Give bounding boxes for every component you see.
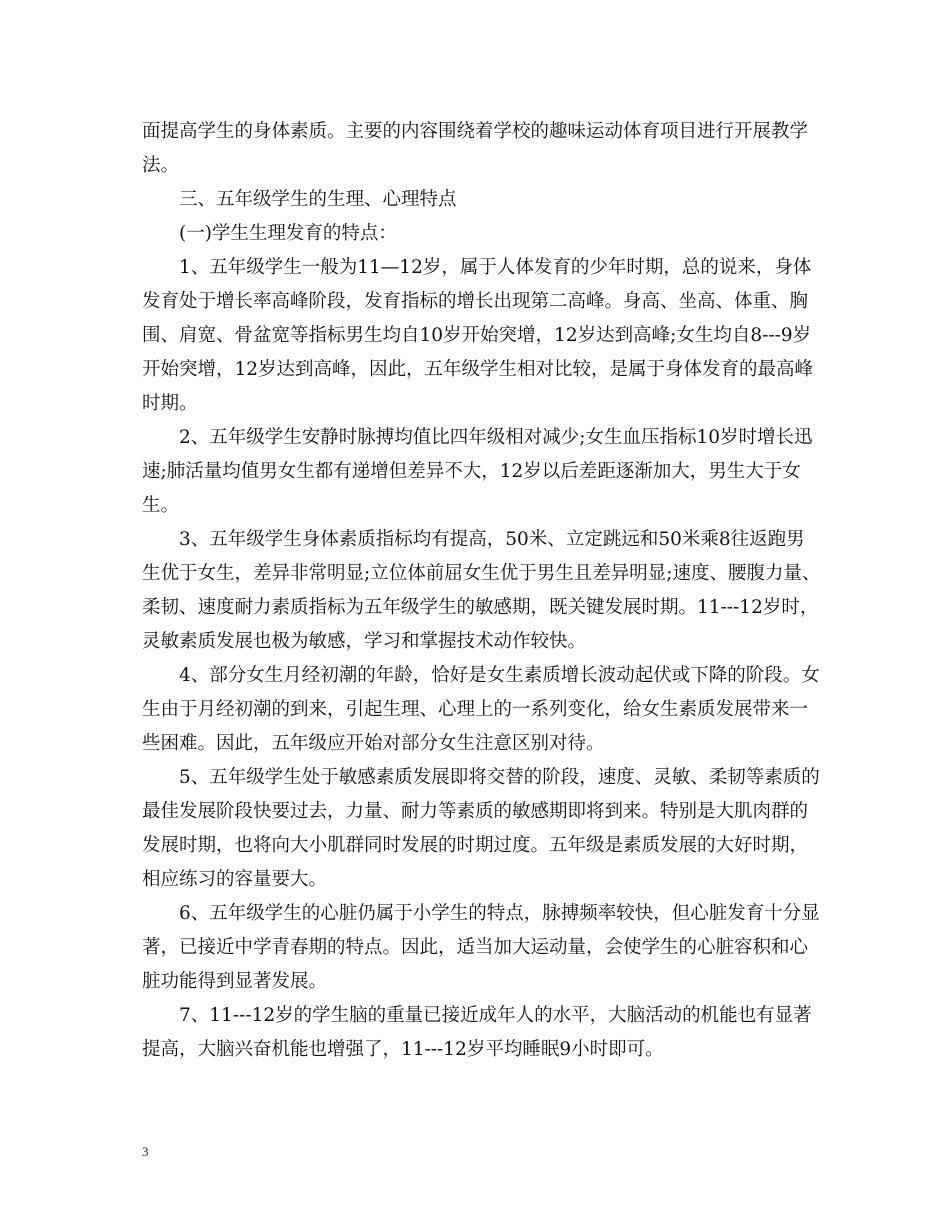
- paragraph-item-1: 1、五年级学生一般为11—12岁，属于人体发育的少年时期，总的说来，身体发育处于增长率高峰阶段，发育指标的增长出现第二高峰。身高、坐高、体重、胸围、肩宽、骨盆宽等指标男生均自10岁开始突增，12岁达到高峰;女生均自8---9岁开始突增，12岁达到高峰，因此，五年级学生相对比较，是属于身体发育的最高峰时期。: [142, 257, 814, 414]
- paragraph-item-2: 2、五年级学生安静时脉搏均值比四年级相对减少;女生血压指标10岁时增长迅速;肺活量均值男女生都有递增但差异不大，12岁以后差距逐渐加大，男生大于女生。: [142, 427, 813, 516]
- document-body: [142, 115, 822, 1067]
- subsection-heading: (一)学生生理发育的特点：: [179, 223, 397, 244]
- paragraph-item-4: 4、部分女生月经初潮的年龄，恰好是女生素质增长波动起伏或下降的阶段。女生由于月经初潮的到来，引起生理、心理上的一系列变化，给女生素质发展带来一些困难。因此，五年级应开始对部分女生注意区别对待。: [142, 665, 820, 754]
- paragraph-continuation: 面提高学生的身体素质。主要的内容围绕着学校的趣味运动体育项目进行开展教学法。: [142, 121, 809, 176]
- page-number: 3: [142, 1144, 149, 1159]
- section-heading: 三、五年级学生的生理、心理特点: [179, 189, 457, 210]
- paragraph-item-7: 7、11---12岁的学生脑的重量已接近成年人的水平，大脑活动的机能也有显著提高，大脑兴奋机能也增强了，11---12岁平均睡眠9小时即可。: [142, 1005, 812, 1060]
- paragraph-item-5: 5、五年级学生处于敏感素质发展即将交替的阶段，速度、灵敏、柔韧等素质的最佳发展阶段快要过去，力量、耐力等素质的敏感期即将到来。特别是大肌肉群的发展时期，也将向大小肌群同时发展的时期过度。五年级是素质发展的大好时期，相应练习的容量要大。: [142, 767, 820, 890]
- paragraph-item-6: 6、五年级学生的心脏仍属于小学生的特点，脉搏频率较快，但心脏发育十分显著，已接近中学青春期的特点。因此，适当加大运动量，会使学生的心脏容积和心脏功能得到显著发展。: [142, 903, 820, 992]
- paragraph-item-3: 3、五年级学生身体素质指标均有提高，50米、立定跳远和50米乘8往返跑男生优于女生，差异非常明显;立位体前屈女生优于男生且差异明显;速度、腰腹力量、柔韧、速度耐力素质指标为五年级学生的敏感期，既关键发展时期。11---12岁时，灵敏素质发展也极为敏感，学习和掌握技术动作较快。: [142, 529, 821, 652]
